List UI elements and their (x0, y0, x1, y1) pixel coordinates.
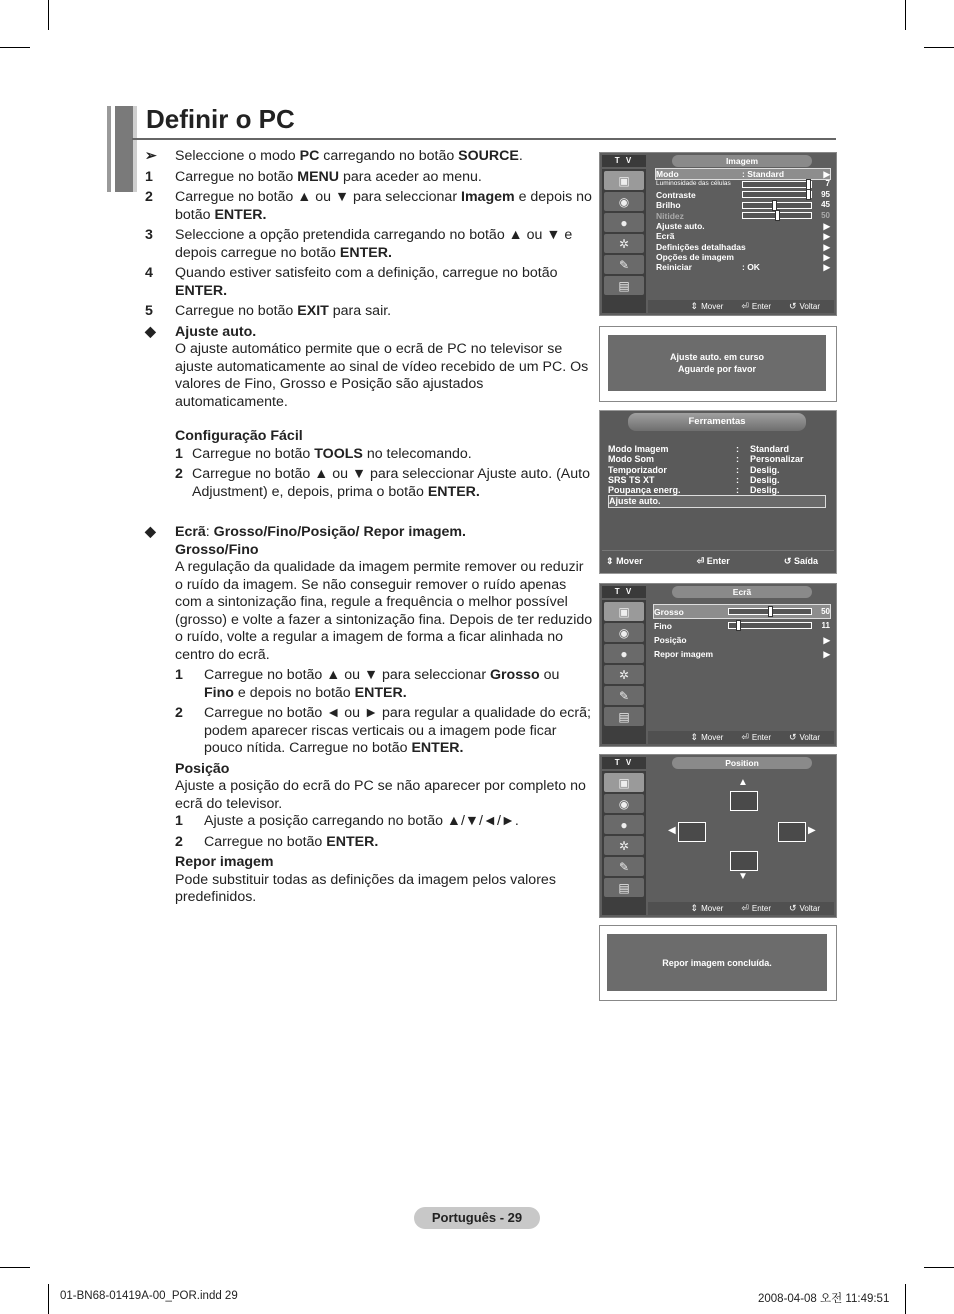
crop-mark (905, 0, 906, 30)
intro-step: ➢ Seleccione o modo PC carregando no botão SOURCE. (145, 148, 523, 164)
position-area (648, 771, 834, 899)
step-5: 5 Carregue no botão EXIT para sair. (145, 303, 392, 319)
slider-grosso[interactable] (728, 608, 812, 615)
page-title: Definir o PC (146, 104, 295, 134)
osd-item-reiniciar[interactable]: Reiniciar : OK ▶ (656, 262, 830, 273)
gf-steps: 1 Carregue no botão ▲ ou ▼ para seleccionar Grosso ou Fino e depois no botão ENTER. 2 Carregue no botão ◄ ou ► para regular a qualidade do ecrã; podem aparecer riscas verticais ou a imagem pode ficar pouco nítida. Carregue no botão ENTER. Posição Ajuste a posição do ecrã do PC se não aparecer por completo no ecrã do televisor. 1 Ajuste a posição carregando no botão ▲/▼/◄/►. 2 Carregue no botão ENTER. Repor imagem Pode substituir todas as definições da imagem pelos valores predefinidos. (145, 667, 593, 907)
pointer-icon: ➢ (145, 148, 157, 164)
osd-item-grosso[interactable]: Grosso 50 (654, 606, 830, 617)
msg-repor: Repor imagem concluída. (599, 925, 837, 1001)
osd-ecra: T V Ecrã ▣ ◉ ● ✲ ✎ ▤ Grosso 50 Fino 11 Posição ▶ Repor imagem ▶ ⇕ Mover ⏎ Enter ↺ Voltar (599, 583, 837, 747)
support-icon[interactable]: ▤ (604, 878, 644, 897)
config-step-1: 1 Carregue no botão TOOLS no telecomando. (175, 445, 472, 462)
updown-icon: ⇕ (606, 555, 614, 566)
crop-mark (48, 1284, 49, 1314)
channel-icon[interactable]: ● (604, 644, 644, 663)
osd-item-ajuste[interactable]: Ajuste auto. ▶ (656, 220, 830, 231)
slider-fino[interactable] (728, 622, 812, 629)
osd-icon-column (602, 600, 646, 744)
print-datetime: 2008-04-08 오전 11:49:51 (758, 1293, 890, 1305)
osd-icon-column (602, 771, 646, 915)
osd-item-posicao[interactable]: Posição ▶ (654, 635, 830, 645)
enter-icon: ⏎ (696, 555, 705, 566)
osd-item-nitidez: Nitidez 50 (656, 210, 830, 221)
osd-item-contraste[interactable]: Contraste 95 (656, 189, 830, 200)
title-rule (132, 138, 836, 140)
file-info: 01-BN68-01419A-00_POR.indd 29 (60, 1290, 238, 1302)
arrow-up-icon[interactable]: ▲ (738, 777, 748, 788)
enter-icon: ⏎ (741, 732, 749, 742)
osd-item-ecra[interactable]: Ecrã ▶ (656, 231, 830, 242)
osd-footer: ⇕ Mover ⏎ Enter ↺ Voltar (648, 300, 834, 313)
step-3: 3 Seleccione a opção pretendida carregando no botão ▲ ou ▼ e depois carregue no botão ENTER. (145, 227, 573, 261)
crop-mark (924, 47, 954, 48)
return-icon: ↺ (788, 732, 797, 742)
page-number: Português - 29 (414, 1207, 540, 1229)
slider-luminosidade[interactable] (742, 181, 812, 188)
osd-ferramentas: Ferramentas Modo Imagem : Standard Modo Som : Personalizar Temporizador : Deslig. SRS TS XT : Deslig. Poupança energ. : Deslig. Ajuste auto. ⇕ Mover ⏎ Enter ↺ Saída (599, 410, 837, 574)
sound-icon[interactable]: ◉ (604, 192, 644, 211)
ecra-section: ◆ Ecrã: Grosso/Fino/Posição/ Repor imagem. Grosso/Fino A regulação da qualidade da imagem permite remover ou reduzir o ruído da imagem. Se não conseguir remover o ruído apenas com a sintonização fina, regule a frequência o melhor possível (grosso) e volte a fazer a sintonização fina. Depois de ter reduzido o ruído, volte a regular a imagem de forma a ficar alinhada no centro do ecrã. (145, 524, 593, 663)
osd-footer: ⇕ Mover ⏎ Enter ↺ Voltar (648, 731, 834, 744)
slider-brilho[interactable] (742, 202, 812, 209)
return-icon: ↺ (783, 555, 792, 566)
ajuste-section: ◆ Ajuste auto. O ajuste automático permite que o ecrã de PC no televisor se ajuste automaticamente ao sinal de vídeo recebido de um PC. Os valores de Fino, Grosso e Posição são ajustados automaticamente. (145, 323, 589, 410)
osd-item-definicoes[interactable]: Definições detalhadas ▶ (656, 241, 830, 252)
config-facil: Configuração Fácil 1 Carregue no botão TOOLS no telecomando. 2 Carregue no botão ▲ ou ▼ para seleccionar Ajuste auto. (Auto Adjustment) e, depois, prima o botão ENTER. (145, 428, 593, 501)
tools-row-ajuste[interactable]: Ajuste auto. (608, 495, 826, 507)
updown-icon: ⇕ (690, 903, 699, 913)
osd-item-luminosidade[interactable]: Luminosidade das células 7 (656, 179, 830, 189)
channel-icon[interactable]: ● (604, 815, 644, 834)
enter-icon: ⏎ (741, 903, 749, 913)
config-step-2: 2 Carregue no botão ▲ ou ▼ para seleccionar Ajuste auto. (Auto Adjustment) e, depois, prima o botão ENTER. (175, 466, 590, 500)
diamond-icon: ◆ (145, 524, 156, 540)
tools-row[interactable]: Poupança energ. : Deslig. (608, 485, 780, 496)
channel-icon[interactable]: ● (604, 213, 644, 232)
osd-position: T V Position ▣ ◉ ● ✲ ✎ ▤ ▲ ◀ ▶ ▼ ⇕ Mover ⏎ Enter ↺ Voltar (599, 754, 837, 918)
picture-icon[interactable]: ▣ (604, 171, 644, 190)
sound-icon[interactable]: ◉ (604, 794, 644, 813)
osd-item-repor[interactable]: Repor imagem ▶ (654, 649, 830, 659)
crop-mark (0, 1267, 30, 1268)
tools-row[interactable]: SRS TS XT : Deslig. (608, 474, 780, 485)
crop-mark (0, 47, 30, 48)
pos-step-1: 1 Ajuste a posição carregando no botão ▲/▼/◄/►. (175, 813, 519, 829)
arrow-down-icon[interactable]: ▼ (738, 871, 748, 882)
osd-imagem: T V Imagem ▣ ◉ ● ✲ ✎ ▤ Modo : Standard ▶ Luminosidade das células 7 Contraste 95 Brilho 45 Nitidez 50 Ajuste auto. ▶ Ecrã ▶ Definições detalhadas ▶ Opções de imagem ▶ Reiniciar : OK ▶ ⇕ Mover ⏎ Enter ↺ Voltar (599, 152, 837, 316)
arrow-right-icon[interactable]: ▶ (808, 825, 816, 836)
osd-icon-column (602, 169, 646, 313)
crop-mark (924, 1267, 954, 1268)
tools-row[interactable]: Temporizador : Deslig. (608, 464, 780, 475)
setup-icon[interactable]: ✲ (604, 234, 644, 253)
section-bar (115, 106, 137, 192)
crop-mark (48, 0, 49, 30)
sound-icon[interactable]: ◉ (604, 623, 644, 642)
diamond-icon: ◆ (145, 323, 156, 340)
picture-icon[interactable]: ▣ (604, 773, 644, 792)
picture-icon[interactable]: ▣ (604, 602, 644, 621)
gf-step-2: 2 Carregue no botão ◄ ou ► para regular a qualidade do ecrã; podem aparecer riscas verticais ou a imagem pode ficar pouco nítida. Carregue no botão ENTER. (175, 705, 591, 756)
position-box-right (778, 822, 806, 842)
input-icon[interactable]: ✎ (604, 857, 644, 876)
step-1: 1 Carregue no botão MENU para aceder ao menu. (145, 168, 482, 185)
position-box-left (678, 822, 706, 842)
crop-mark (905, 1284, 906, 1314)
gf-step-1: 1 Carregue no botão ▲ ou ▼ para seleccionar Grosso ou Fino e depois no botão ENTER. (175, 667, 560, 701)
osd-item-modo[interactable]: Modo : Standard ▶ (656, 168, 830, 179)
enter-icon: ⏎ (741, 301, 749, 311)
slider-contraste[interactable] (742, 191, 812, 198)
osd-item-opcoes[interactable]: Opções de imagem ▶ (656, 252, 830, 263)
tools-row[interactable]: Modo Som : Personalizar (608, 454, 804, 465)
input-icon[interactable]: ✎ (604, 255, 644, 274)
osd-item-fino[interactable]: Fino 11 (654, 620, 830, 631)
pos-step-2: 2 Carregue no botão ENTER. (175, 833, 379, 850)
step-2: 2 Carregue no botão ▲ ou ▼ para seleccionar Imagem e depois no botão ENTER. (145, 189, 592, 223)
msg-ajuste: Ajuste auto. em curso Aguarde por favor (599, 326, 837, 402)
setup-icon[interactable]: ✲ (604, 836, 644, 855)
support-icon[interactable]: ▤ (604, 276, 644, 295)
return-icon: ↺ (788, 301, 797, 311)
position-box-bottom (730, 851, 758, 871)
input-icon[interactable]: ✎ (604, 686, 644, 705)
instructions (145, 148, 593, 907)
tools-row[interactable]: Modo Imagem : Standard (608, 444, 790, 454)
osd-footer: ⇕ Mover ⏎ Enter ↺ Voltar (648, 902, 834, 915)
position-box-top (730, 791, 758, 811)
setup-icon[interactable]: ✲ (604, 665, 644, 684)
updown-icon: ⇕ (690, 732, 699, 742)
osd-item-brilho[interactable]: Brilho 45 (656, 200, 830, 211)
arrow-left-icon[interactable]: ◀ (668, 825, 676, 836)
return-icon: ↺ (788, 903, 797, 913)
tools-footer: ⇕ Mover ⏎ Enter ↺ Saída (602, 550, 834, 571)
support-icon[interactable]: ▤ (604, 707, 644, 726)
step-4: 4 Quando estiver satisfeito com a definição, carregue no botão ENTER. (145, 265, 558, 299)
updown-icon: ⇕ (690, 301, 699, 311)
slider-nitidez (742, 212, 812, 219)
